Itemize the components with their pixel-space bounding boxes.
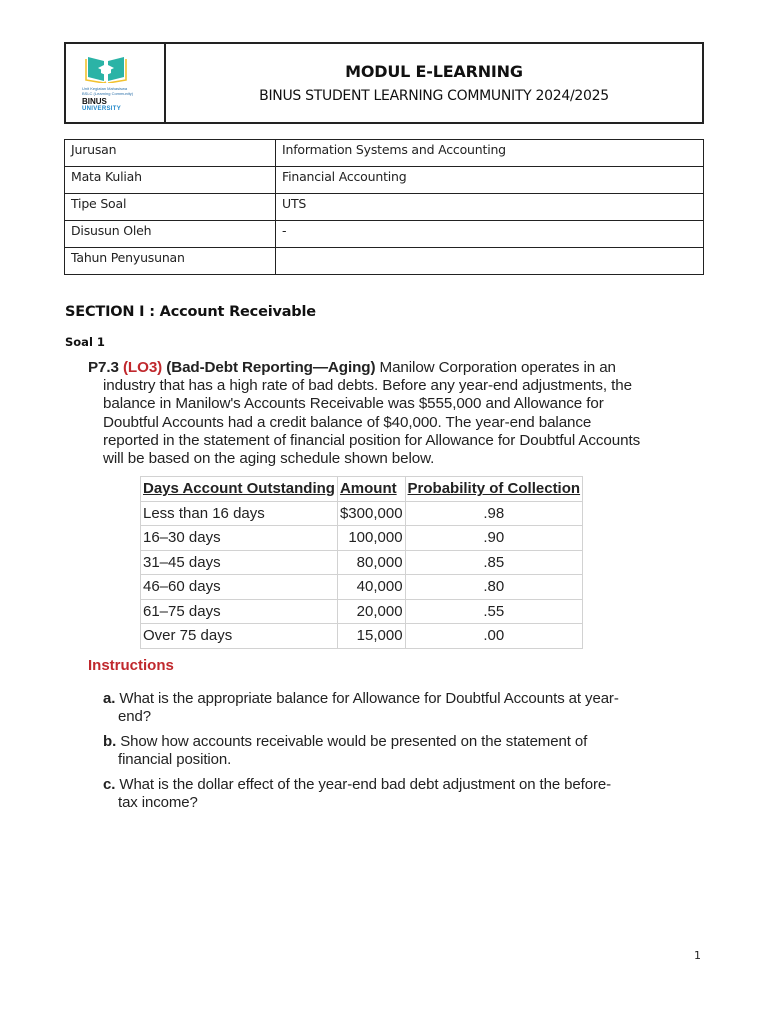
instruction-item — [103, 690, 623, 725]
probability-cell: .98 — [405, 501, 583, 526]
table-row — [141, 501, 583, 526]
column-header: Amount — [337, 477, 405, 502]
probability-cell: .85 — [405, 550, 583, 575]
amount-cell: $300,000 — [337, 501, 405, 526]
probability-cell: .55 — [405, 599, 583, 624]
days-cell: 46–60 days — [141, 575, 338, 600]
info-key: Tahun Penyusunan — [65, 248, 276, 275]
instruction-letter: a. — [103, 690, 116, 707]
module-subtitle: BINUS STUDENT LEARNING COMMUNITY 2024/2025 — [259, 88, 609, 104]
page-number: 1 — [694, 949, 701, 962]
info-row — [65, 194, 704, 221]
module-title: MODUL E-LEARNING — [345, 62, 523, 81]
problem-body: Manilow Corporation operates in an industry that has a high rate of bad debts. Before any year-end adjustments, the balance in Manilow's Accounts Receivable was $555,000 and Allowance for Doubtful Accounts had a credit balance of $40,000. The year-end balance reported in the statement of financial position for Allowance for Doubtful Accounts will be based on the aging schedule shown below. — [103, 359, 641, 468]
info-row — [65, 248, 704, 275]
days-cell: 61–75 days — [141, 599, 338, 624]
column-header: Probability of Collection — [405, 477, 583, 502]
header-text — [166, 44, 702, 122]
info-value — [276, 248, 704, 275]
binus-logo — [66, 44, 166, 122]
table-row — [141, 575, 583, 600]
amount-cell: 80,000 — [337, 550, 405, 575]
module-header — [64, 42, 704, 124]
info-row — [65, 221, 704, 248]
info-key: Jurusan — [65, 140, 276, 167]
aging-schedule-table — [140, 476, 583, 649]
probability-cell: .80 — [405, 575, 583, 600]
instruction-text: Show how accounts receivable would be presented on the statement of financial position. — [116, 733, 588, 768]
amount-cell: 100,000 — [337, 526, 405, 551]
instruction-text: What is the dollar effect of the year-end bad debt adjustment on the before-tax income? — [115, 776, 611, 811]
amount-cell: 40,000 — [337, 575, 405, 600]
days-cell: 16–30 days — [141, 526, 338, 551]
logo-brand: BINUS — [82, 97, 107, 106]
info-key: Mata Kuliah — [65, 167, 276, 194]
info-row — [65, 140, 704, 167]
instruction-letter: b. — [103, 733, 117, 750]
info-row — [65, 167, 704, 194]
instruction-text: What is the appropriate balance for Allowance for Doubtful Accounts at year-end? — [115, 690, 619, 725]
days-cell: Less than 16 days — [141, 501, 338, 526]
book-graduation-cap-logo-icon — [84, 53, 128, 83]
table-row — [141, 599, 583, 624]
days-cell: Over 75 days — [141, 624, 338, 649]
instruction-item — [103, 776, 623, 811]
table-row — [141, 526, 583, 551]
instructions-title: Instructions — [88, 657, 174, 674]
probability-cell: .00 — [405, 624, 583, 649]
section-title: SECTION I : Account Receivable — [65, 304, 316, 320]
logo-subtitle-1: Unit Kegiatan Mahasiswa — [82, 86, 128, 91]
table-row — [141, 624, 583, 649]
info-value: Information Systems and Accounting — [276, 140, 704, 167]
problem-number: P7.3 — [88, 359, 119, 376]
problem-topic: (Bad-Debt Reporting—Aging) — [166, 359, 376, 376]
question-label: Soal 1 — [65, 335, 105, 349]
instruction-letter: c. — [103, 776, 116, 793]
info-value: Financial Accounting — [276, 167, 704, 194]
probability-cell: .90 — [405, 526, 583, 551]
instructions-list — [103, 690, 623, 819]
logo-subtitle-2: BSLC (Learning Community) — [82, 91, 134, 96]
info-value: UTS — [276, 194, 704, 221]
info-value: - — [276, 221, 704, 248]
logo-brand-sub: UNIVERSITY — [82, 106, 122, 112]
amount-cell: 20,000 — [337, 599, 405, 624]
info-key: Tipe Soal — [65, 194, 276, 221]
instruction-item — [103, 733, 623, 768]
amount-cell: 15,000 — [337, 624, 405, 649]
table-row — [141, 550, 583, 575]
table-header-row — [141, 477, 583, 502]
info-key: Disusun Oleh — [65, 221, 276, 248]
module-info-table — [64, 139, 704, 275]
problem-statement — [88, 359, 648, 468]
days-cell: 31–45 days — [141, 550, 338, 575]
column-header: Days Account Outstanding — [141, 477, 338, 502]
learning-objective: (LO3) — [122, 359, 163, 376]
